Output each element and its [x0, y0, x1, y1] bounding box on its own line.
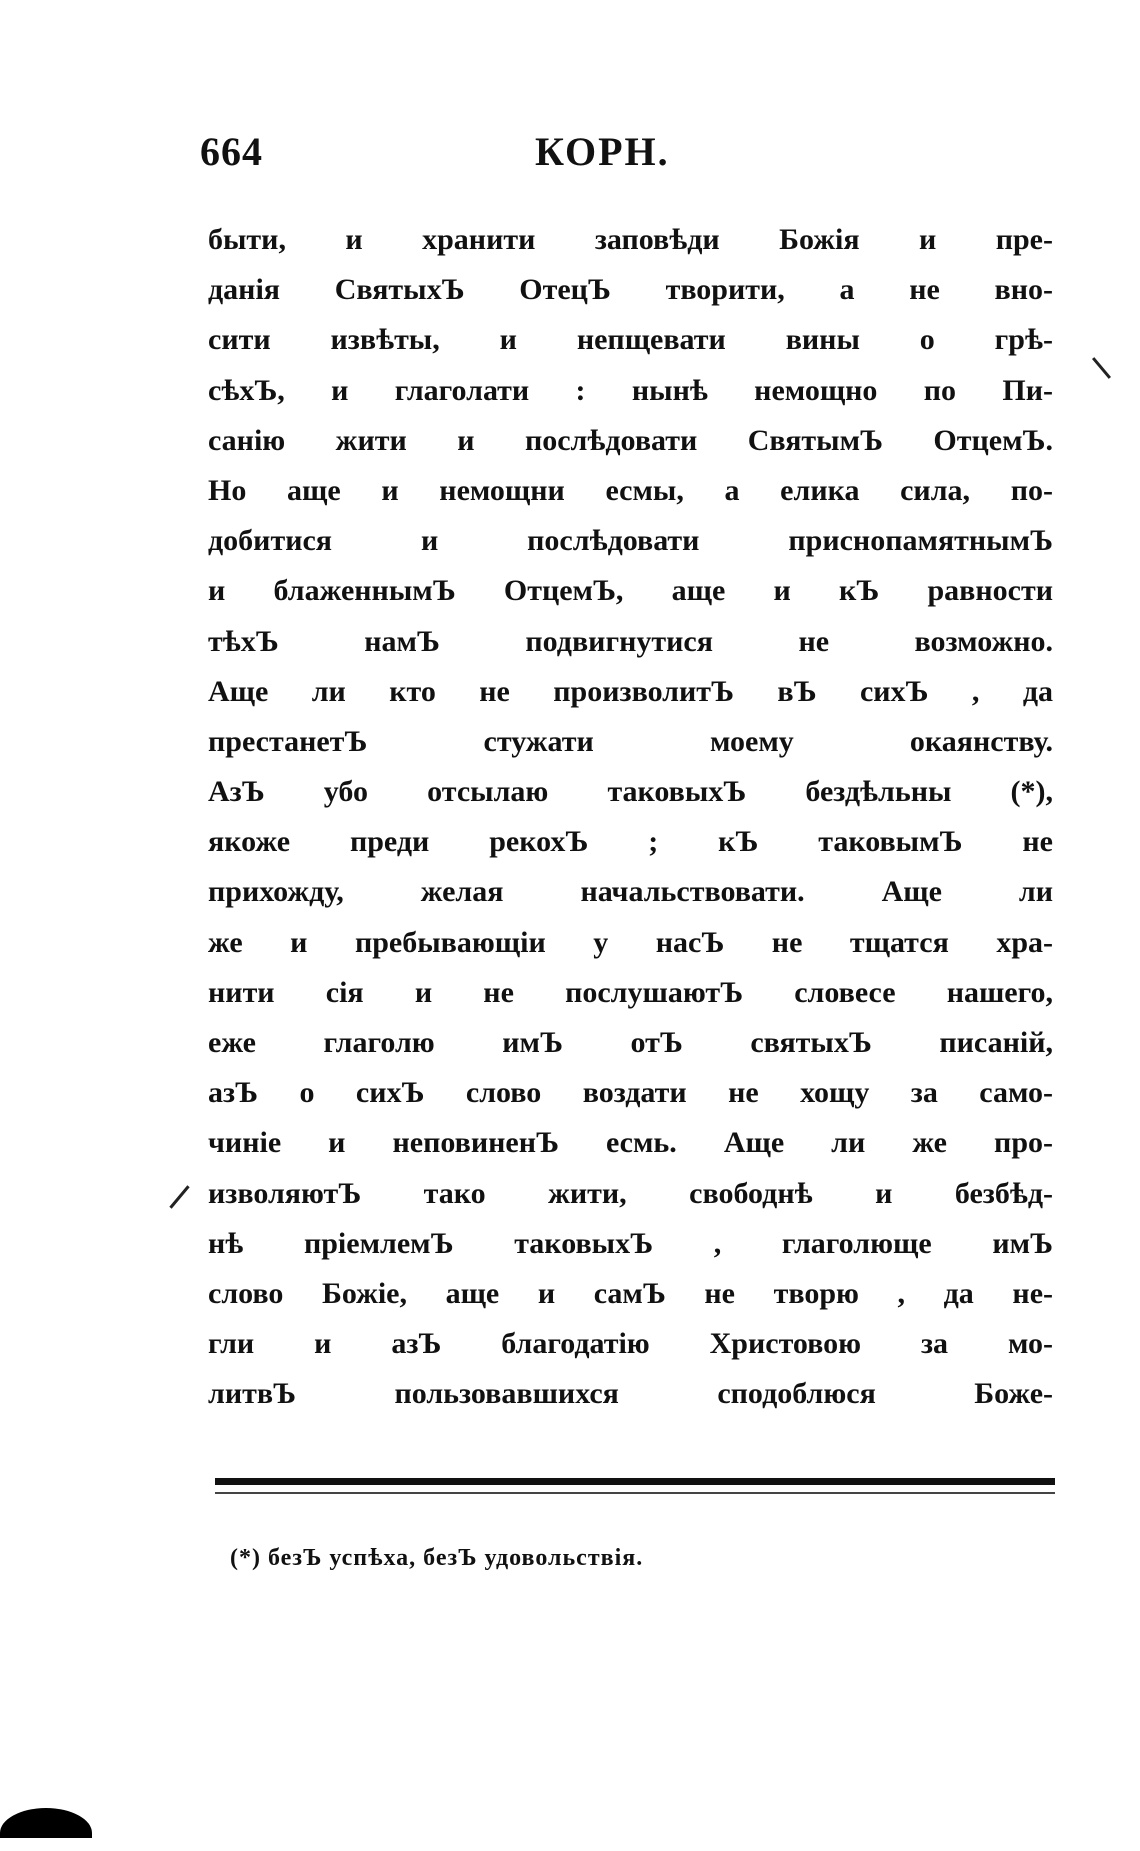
text-line: АзЪ убо отсылаю таковыхЪ бездѣльны (*),	[208, 775, 1053, 809]
text-line: Аще ли кто не произволитЪ вЪ сихЪ , да	[208, 674, 1053, 708]
body-text	[208, 215, 1053, 1420]
footnote: (*) безЪ успѣха, безЪ удовольствія.	[230, 1545, 644, 1571]
text-line: добитися и послѣдовати приснопамятнымЪ	[208, 524, 1053, 558]
text-line: прихожду, желая начальствовати. Аще ли	[208, 875, 1053, 909]
text-line: и блаженнымЪ ОтцемЪ, аще и кЪ равности	[208, 574, 1053, 608]
page-number: 664	[200, 129, 263, 174]
margin-mark	[1092, 357, 1111, 379]
scan-thumb-shadow	[0, 1808, 92, 1838]
text-line: быти, и хранити заповѣди Божія и пре-	[208, 223, 1053, 256]
text-line: литвЪ пользовавшихся сподоблюся Боже-	[208, 1377, 1053, 1411]
running-head: КОРН.	[535, 129, 670, 174]
text-line: якоже преди рекохЪ ; кЪ таковымЪ не	[208, 825, 1053, 859]
text-line: престанетЪ стужати моему окаянству.	[208, 724, 1053, 758]
text-line: сити извѣты, и непщевати вины о грѣ-	[208, 323, 1053, 357]
text-line: еже глаголю имЪ отЪ святыхЪ писаній,	[208, 1026, 1053, 1059]
text-line: чиніе и неповиненЪ есмь. Аще ли же про-	[208, 1126, 1053, 1160]
text-line: же и пребывающіи у насЪ не тщатся хра-	[208, 925, 1053, 959]
text-line: Но аще и немощни есмы, а елика сила, по-	[208, 473, 1053, 507]
text-line: нити сія и не послушаютЪ словесе нашего,	[208, 975, 1053, 1009]
text-line: сѣхЪ, и глаголати : нынѣ немощно по Пи-	[208, 373, 1053, 407]
text-line: гли и азЪ благодатію Христовою за мо-	[208, 1327, 1053, 1361]
text-line: нѣ пріемлемЪ таковыхЪ , глаголюще имЪ	[208, 1226, 1053, 1260]
margin-mark	[169, 1185, 189, 1208]
text-line: изволяютЪ тако жити, свободнѣ и безбѣд-	[208, 1176, 1053, 1210]
text-line: данія СвятыхЪ ОтецЪ творити, а не вно-	[208, 273, 1053, 307]
text-line: азЪ о сихЪ слово воздати не хощу за само-	[208, 1076, 1053, 1110]
text-line: слово Божіе, аще и самЪ не творю , да не-	[208, 1276, 1053, 1310]
text-line: санію жити и послѣдовати СвятымЪ ОтцемЪ.	[208, 423, 1053, 457]
footnote-rule	[215, 1478, 1055, 1485]
footnote-rule-thin	[215, 1492, 1055, 1494]
text-line: тѣхЪ намЪ подвигнутися не возможно.	[208, 624, 1053, 658]
